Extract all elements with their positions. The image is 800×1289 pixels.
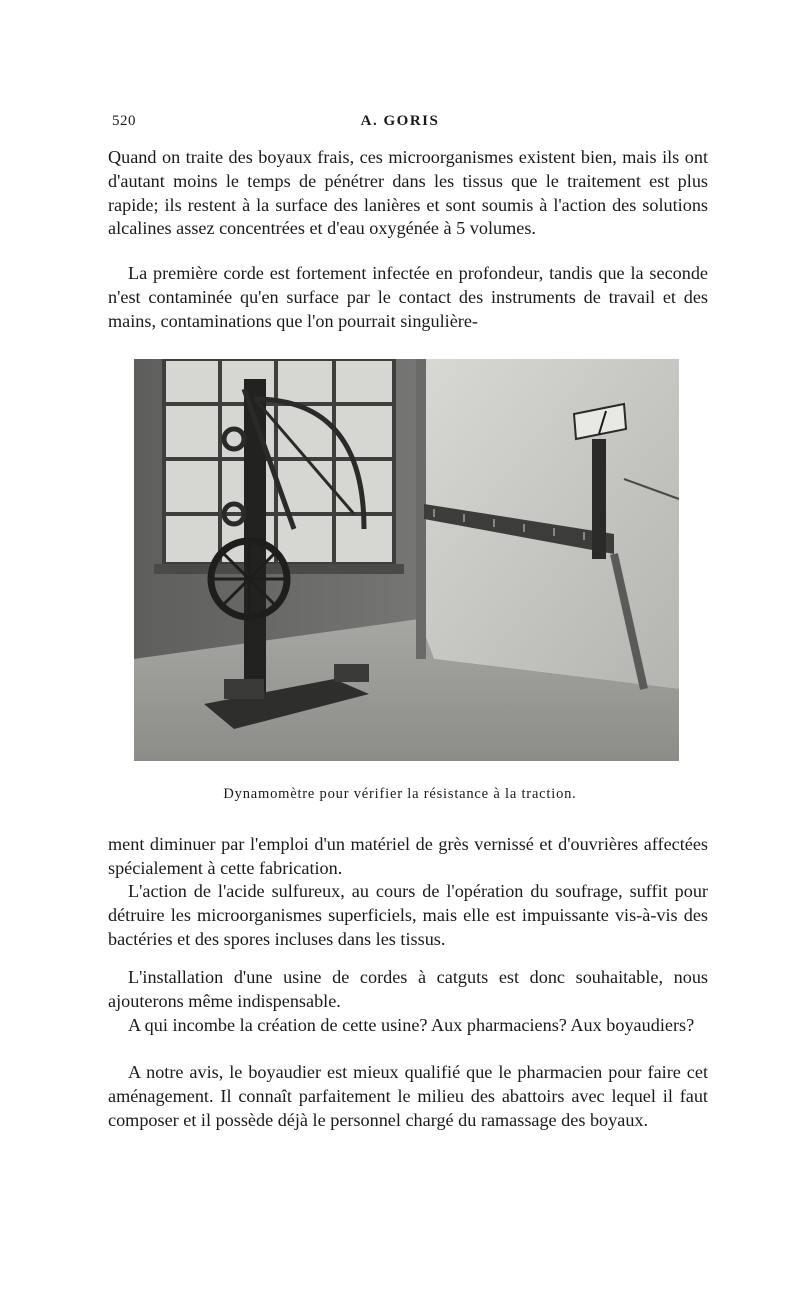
figure-caption: Dynamomètre pour vérifier la résistance à la traction. — [223, 786, 577, 802]
paragraph-2: La première corde est fortement infectée en profondeur, tandis que la seconde n'est contaminée qu'en surface par le contact des instruments de travail et des mains, contaminations que l'on pourrait singulière- — [108, 263, 708, 331]
dynamometer-photograph — [134, 359, 679, 761]
page-number: 520 — [112, 113, 136, 129]
paragraph-4: L'action de l'acide sulfureux, au cours de l'opération du soufrage, suffit pour détruire les microorganismes superficiels, mais elle est impuissante vis-à-vis des bactéries et des spores incluses dans les tissus. — [108, 881, 708, 949]
paragraph-1: Quand on traite des boyaux frais, ces microorganismes existent bien, mais ils ont d'autant moins le temps de pénétrer dans les tissus que le traitement est plus rapide; ils restent à la surface des lanières et sont soumis à l'action des solutions alcalines assez concentrées et d'eau oxygénée à 5 volumes. — [108, 147, 708, 239]
running-head: A. GORIS — [360, 113, 440, 129]
paragraph-6: A qui incombe la création de cette usine? Aux pharmaciens? Aux boyaudiers? — [128, 1015, 695, 1035]
paragraph-7: A notre avis, le boyaudier est mieux qualifié que le pharmacien pour faire cet aménagement. Il connaît parfaitement le milieu des abattoirs avec lequel il faut composer et il possède déjà le personnel chargé du ramassage des boyaux. — [108, 1062, 708, 1130]
paragraph-3: ment diminuer par l'emploi d'un matériel de grès vernissé et d'ouvrières affectées spécialement à cette fabrication. — [108, 834, 708, 878]
paragraph-5: L'installation d'une usine de cordes à catguts est donc souhaitable, nous ajouterons même indispensable. — [108, 967, 708, 1011]
